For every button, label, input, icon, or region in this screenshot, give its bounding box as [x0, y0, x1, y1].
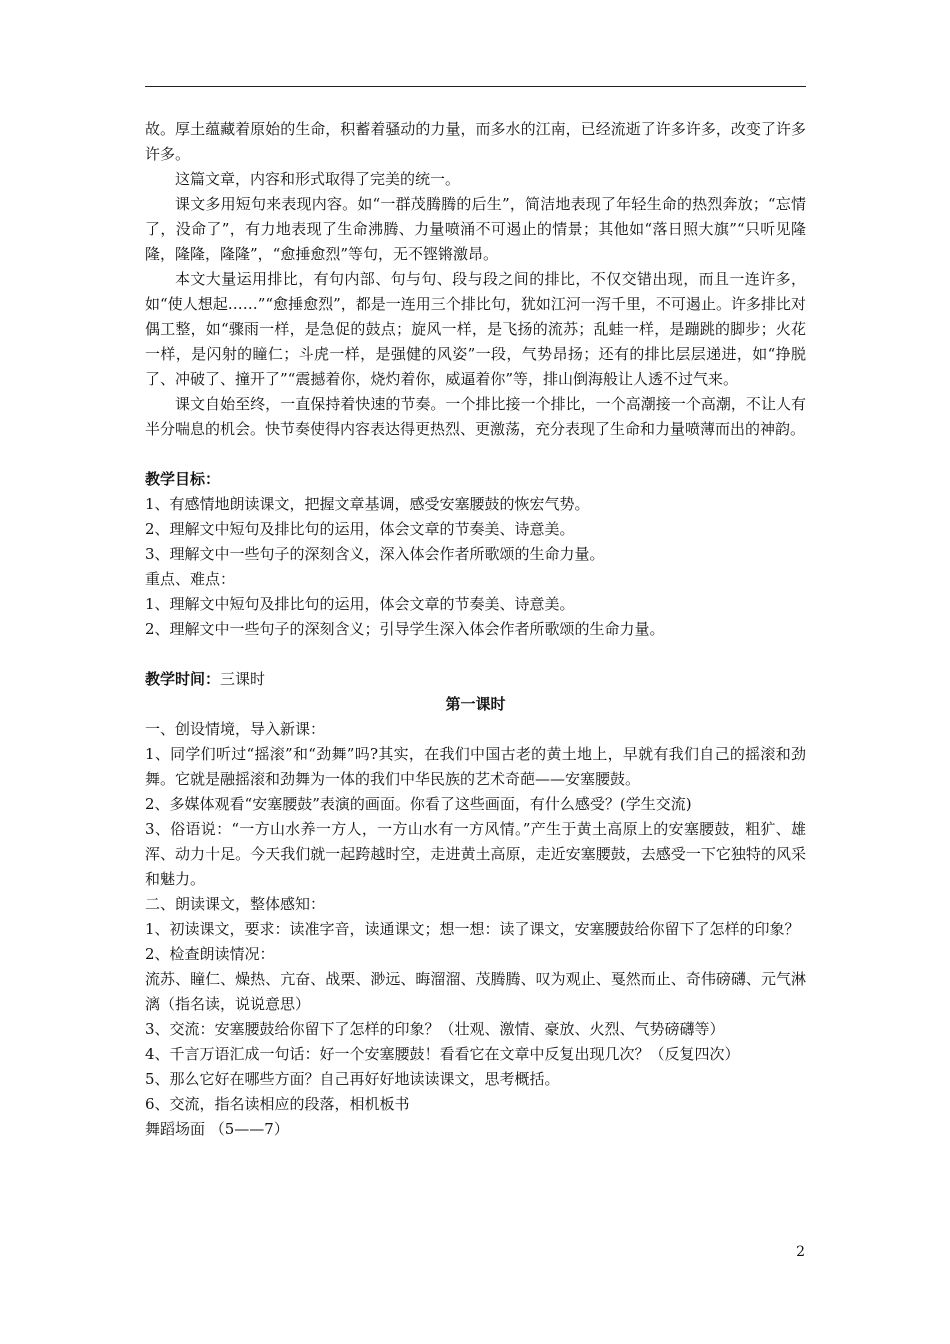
paragraph-short-sentences: 课文多用短句来表现内容。如“一群茂腾腾的后生”，简洁地表现了年轻生命的热烈奔放；“忘情了，没命了”，有力地表现了生命沸腾、力量喷涌不可遏止的情景；其他如“落日照大旗”“只听见隆隆，隆隆，隆隆”，“愈捶愈烈”等句，无不铿锵激昂。 — [145, 195, 806, 263]
lesson-title: 第一课时 — [445, 695, 506, 713]
lesson-line: 6、交流，指名读相应的段落，相机板书 — [145, 1095, 410, 1113]
lesson-line: 5、那么它好在哪些方面？自己再好好地读读课文，思考概括。 — [145, 1070, 560, 1088]
lesson-line: 2、多媒体观看“安塞腰鼓”表演的画面。你看了这些画面，有什么感受？(学生交流) — [145, 795, 692, 813]
key-point-item: 1、理解文中短句及排比句的运用，体会文章的节奏美、诗意美。 — [145, 595, 575, 613]
paragraph-rhythm: 课文自始至终，一直保持着快速的节奏。一个排比接一个排比，一个高潮接一个高潮，不让人有半分喘息的机会。快节奏使得内容表达得更热烈、更激荡，充分表现了生命和力量喷薄而出的神韵。 — [145, 395, 806, 438]
goals-heading: 教学目标： — [145, 470, 221, 488]
key-point-item: 2、理解文中一些句子的深刻含义；引导学生深入体会作者所歌颂的生命力量。 — [145, 620, 665, 638]
document-body — [145, 117, 806, 1142]
header-rule — [145, 86, 806, 87]
teaching-time — [145, 667, 806, 692]
page-number: 2 — [796, 1244, 805, 1260]
teaching-time-value: 三课时 — [220, 670, 266, 688]
goal-item: 1、有感情地朗读课文，把握文章基调，感受安塞腰鼓的恢宏气势。 — [145, 495, 590, 513]
lesson-line: 3、俗语说：“一方山水养一方人，一方山水有一方风情。”产生于黄土高原上的安塞腰鼓，粗犷、雄浑、动力十足。今天我们就一起跨越时空，走进黄土高原，走近安塞腰鼓，去感受一下它独特的风采和魅力。 — [145, 820, 806, 888]
lesson-line: 一、创设情境，导入新课： — [145, 720, 326, 738]
lesson-line: 1、同学们听过“摇滚”和“劲舞”吗?其实，在我们中国古老的黄土地上，早就有我们自己的摇滚和劲舞。它就是融摇滚和劲舞为一体的我们中华民族的艺术奇葩——安塞腰鼓。 — [145, 745, 806, 788]
key-points-label: 重点、难点： — [145, 570, 236, 588]
lesson-line: 2、检查朗读情况： — [145, 945, 275, 963]
teaching-time-label: 教学时间： — [145, 670, 221, 688]
lesson-line-vocabulary: 流苏、瞳仁、燥热、亢奋、战栗、渺远、晦溜溜、茂腾腾、叹为观止、戛然而止、奇伟磅礴、元气淋漓（指名读，说说意思） — [145, 970, 806, 1013]
lesson-line: 4、千言万语汇成一句话：好一个安塞腰鼓！看看它在文章中反复出现几次？（反复四次） — [145, 1045, 740, 1063]
paragraph-parallelism: 本文大量运用排比，有句内部、句与句、段与段之间的排比，不仅交错出现，而且一连许多，如“使人想起……”“愈捶愈烈”，都是一连用三个排比句，犹如江河一泻千里，不可遏止。许多排比对偶工整，如“骤雨一样，是急促的鼓点；旋风一样，是飞扬的流苏；乱蛙一样，是蹦跳的脚步；火花一样，是闪射的瞳仁；斗虎一样，是强健的风姿”一段，气势昂扬；还有的排比层层递进，如“挣脱了、冲破了、撞开了”“震撼着你，烧灼着你，威逼着你”等，排山倒海般让人透不过气来。 — [145, 270, 806, 388]
goal-item: 3、理解文中一些句子的深刻含义，深入体会作者所歌颂的生命力量。 — [145, 545, 605, 563]
lesson-line: 3、交流：安塞腰鼓给你留下了怎样的印象？（壮观、激情、豪放、火烈、气势磅礴等） — [145, 1020, 725, 1038]
paragraph-continuation: 故。厚土蕴藏着原始的生命，积蓄着骚动的力量，而多水的江南，已经流逝了许多许多，改变了许多许多。 — [145, 120, 806, 163]
goal-item: 2、理解文中短句及排比句的运用，体会文章的节奏美、诗意美。 — [145, 520, 575, 538]
paragraph-unity: 这篇文章，内容和形式取得了完美的统一。 — [175, 170, 461, 188]
lesson-line: 1、初读课文，要求：读准字音，读通课文；想一想：读了课文，安塞腰鼓给你留下了怎样的印象？ — [145, 920, 800, 938]
lesson-line: 舞蹈场面 （5——7） — [145, 1120, 289, 1138]
lesson-line: 二、朗读课文，整体感知： — [145, 895, 326, 913]
